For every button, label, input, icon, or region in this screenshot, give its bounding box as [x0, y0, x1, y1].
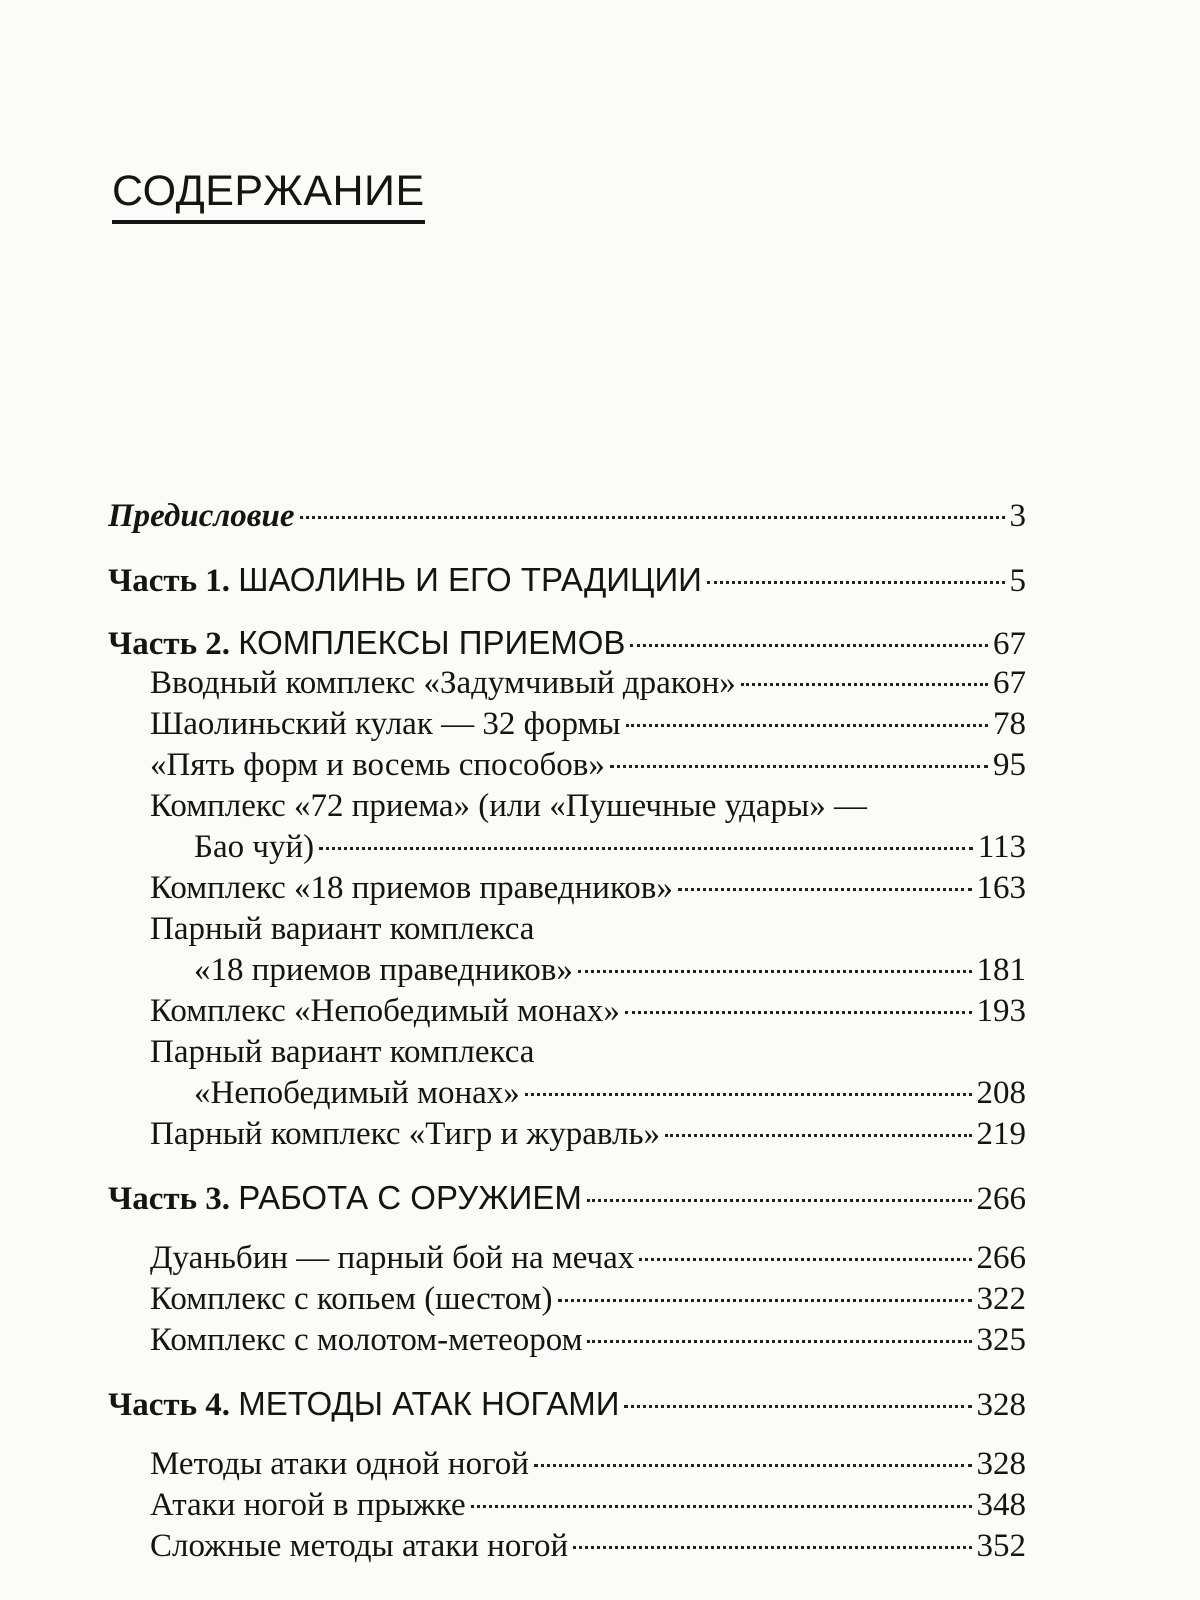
toc-label: Дуаньбин — парный бой на мечах	[150, 1240, 635, 1276]
toc-page-number: 325	[976, 1322, 1026, 1358]
toc-entry-first-line	[108, 1032, 1026, 1073]
page-title: СОДЕРЖАНИЕ	[112, 166, 425, 224]
toc-label: «Пять форм и восемь способов»	[150, 747, 605, 783]
leader-dots	[624, 1405, 971, 1408]
leader-dots	[525, 1093, 972, 1096]
toc-label: Парный комплекс «Тигр и журавль»	[150, 1116, 661, 1152]
leader-dots	[678, 888, 972, 891]
part-prefix: Часть 3.	[108, 1181, 231, 1217]
part-prefix: Часть 1.	[108, 563, 231, 599]
toc-label: Сложные методы атаки ногой	[150, 1528, 569, 1564]
toc-page-number: 328	[976, 1446, 1026, 1482]
toc-label: Комплекс с копьем (шестом)	[150, 1281, 553, 1317]
leader-dots	[610, 765, 988, 768]
part-prefix: Часть 4.	[108, 1387, 231, 1423]
toc-entry	[108, 1526, 1026, 1567]
leader-dots	[558, 1299, 972, 1302]
toc-page-number: 181	[976, 952, 1026, 988]
table-of-contents	[108, 496, 1026, 1567]
leader-dots	[625, 1011, 972, 1014]
toc-label-continued: «18 приемов праведников»	[194, 952, 573, 988]
toc-page-number: 266	[976, 1240, 1026, 1276]
toc-label-continued: «Непобедимый монах»	[194, 1075, 520, 1111]
toc-page-number: 348	[976, 1487, 1026, 1523]
leader-dots	[578, 970, 972, 973]
toc-page-number: 193	[976, 993, 1026, 1029]
toc-page-number: 322	[976, 1281, 1026, 1317]
leader-dots	[573, 1546, 971, 1549]
leader-dots	[630, 644, 988, 647]
toc-entry-first-line	[108, 786, 1026, 827]
toc-page-number: 3	[1009, 498, 1026, 534]
leader-dots	[587, 1340, 971, 1343]
toc-page-number: 219	[976, 1116, 1026, 1152]
toc-label: Комплекс с молотом-метеором	[150, 1322, 583, 1358]
toc-label: Комплекс «Непобедимый монах»	[150, 993, 620, 1029]
part-title: ШАОЛИНЬ И ЕГО ТРАДИЦИИ	[238, 561, 702, 598]
toc-entry	[108, 663, 1026, 704]
part-prefix: Часть 2.	[108, 626, 231, 662]
toc-entry	[108, 868, 1026, 909]
toc-label: Парный вариант комплекса	[150, 911, 535, 947]
toc-entry-part4	[108, 1383, 1026, 1424]
toc-label-continued: Бао чуй)	[194, 829, 315, 865]
toc-entry	[108, 1320, 1026, 1361]
toc-label: Парный вариант комплекса	[150, 1034, 535, 1070]
leader-dots	[319, 847, 973, 850]
leader-dots	[534, 1464, 972, 1467]
toc-entry-first-line	[108, 909, 1026, 950]
toc-entry	[108, 1279, 1026, 1320]
toc-label: Комплекс «18 приемов праведников»	[150, 870, 673, 906]
toc-entry-part1	[108, 559, 1026, 600]
toc-label: Шаолиньский кулак — 32 формы	[150, 706, 621, 742]
toc-entry	[108, 1238, 1026, 1279]
leader-dots	[626, 724, 988, 727]
toc-entry	[108, 1114, 1026, 1155]
part-title: КОМПЛЕКСЫ ПРИЕМОВ	[238, 624, 626, 661]
toc-entry-continuation	[108, 950, 1026, 991]
toc-page-number: 208	[976, 1075, 1026, 1111]
toc-page-number: 67	[993, 626, 1026, 662]
toc-entry	[108, 991, 1026, 1032]
toc-entry	[108, 745, 1026, 786]
leader-dots	[587, 1199, 972, 1202]
toc-page-number: 163	[976, 870, 1026, 906]
part-title: РАБОТА С ОРУЖИЕМ	[238, 1179, 582, 1216]
leader-dots	[707, 581, 1005, 584]
toc-page-number: 328	[976, 1387, 1026, 1423]
toc-entry-continuation	[108, 1073, 1026, 1114]
toc-label: Предисловие	[108, 498, 295, 534]
toc-page-number: 95	[993, 747, 1026, 783]
toc-label: Атаки ногой в прыжке	[150, 1487, 466, 1523]
toc-page-number: 78	[993, 706, 1026, 742]
leader-dots	[741, 683, 988, 686]
toc-entry	[108, 704, 1026, 745]
leader-dots	[665, 1134, 971, 1137]
toc-entry-preface	[108, 496, 1026, 537]
leader-dots	[300, 516, 1005, 519]
leader-dots	[471, 1505, 972, 1508]
toc-page-number: 352	[976, 1528, 1026, 1564]
toc-page-number: 67	[993, 665, 1026, 701]
toc-entry-continuation	[108, 827, 1026, 868]
toc-entry	[108, 1444, 1026, 1485]
toc-entry	[108, 1485, 1026, 1526]
toc-label: Комплекс «72 приема» (или «Пушечные удары» —	[150, 788, 867, 824]
toc-page-number: 5	[1009, 563, 1026, 599]
toc-page-number: 113	[977, 829, 1026, 865]
toc-entry-part2	[108, 622, 1026, 663]
toc-label: Вводный комплекс «Задумчивый дракон»	[150, 665, 736, 701]
toc-page-number: 266	[976, 1181, 1026, 1217]
leader-dots	[639, 1258, 971, 1261]
toc-label: Методы атаки одной ногой	[150, 1446, 529, 1482]
part-title: МЕТОДЫ АТАК НОГАМИ	[238, 1385, 620, 1422]
toc-entry-part3	[108, 1177, 1026, 1218]
